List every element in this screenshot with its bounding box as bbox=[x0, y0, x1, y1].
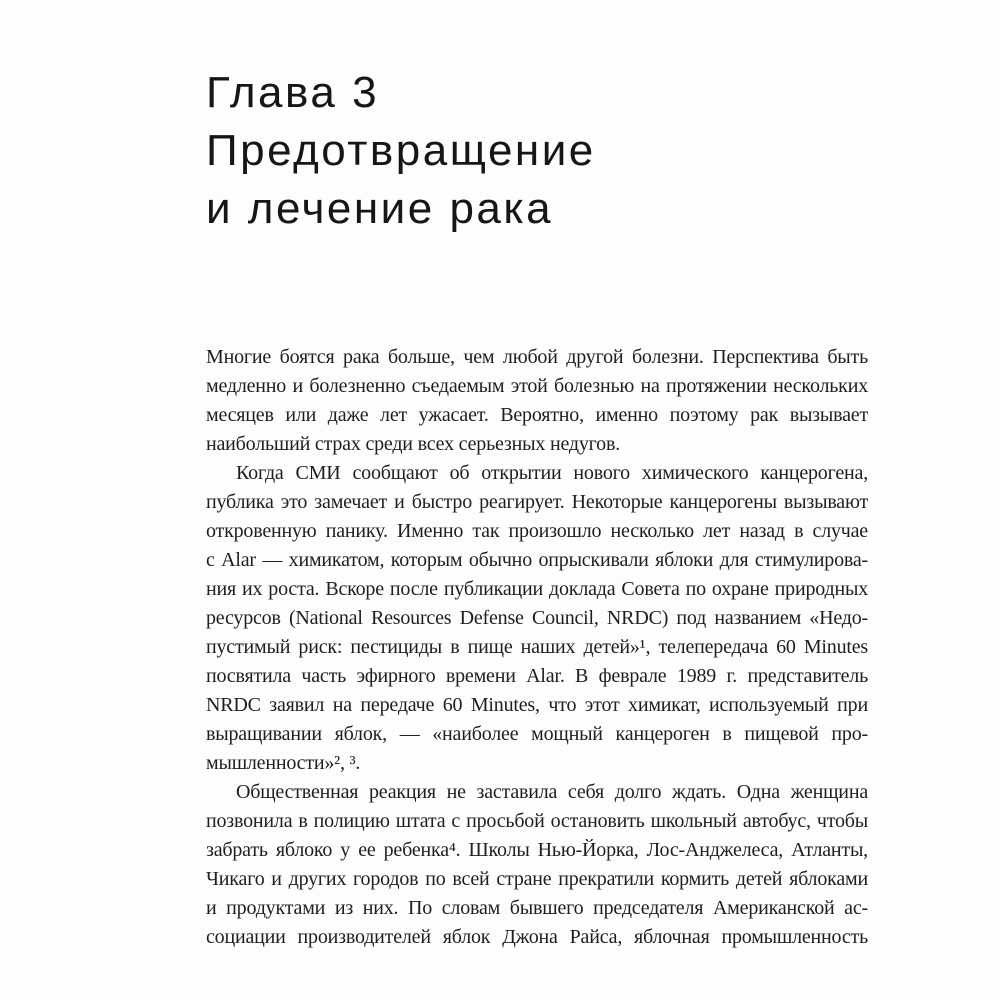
text-line: Многие боятся рака больше, чем любой другой болезни. Перспектива быть bbox=[206, 346, 868, 368]
text-line: медленно и болезненно съедаемым этой болезнью на протяжении нескольких bbox=[206, 375, 868, 397]
text-line: мышленности»², ³. bbox=[206, 752, 361, 774]
text-line: и продуктами из них. По словам бывшего председателя Американской ас- bbox=[206, 897, 868, 919]
text-line: Чикаго и других городов по всей стране прекратили кормить детей яблоками bbox=[206, 868, 868, 890]
text-line: публика это замечает и быстро реагирует. Некоторые канцерогены вызывают bbox=[206, 491, 868, 513]
text-line: пустимый риск: пестициды в пище наших детей»¹, телепередача 60 Minutes bbox=[206, 636, 868, 658]
text-line: NRDC заявил на передаче 60 Minutes, что этот химикат, используемый при bbox=[206, 694, 868, 716]
text-line: месяцев или даже лет ужасает. Вероятно, именно поэтому рак вызывает bbox=[206, 404, 868, 426]
text-line: забрать яблоко у ее ребенка⁴. Школы Нью-Йорка, Лос-Анджелеса, Атланты, bbox=[206, 839, 868, 861]
body-text bbox=[206, 343, 868, 952]
chapter-heading bbox=[206, 64, 868, 238]
paragraph bbox=[206, 459, 868, 778]
text-line: ресурсов (National Resources Defense Council, NRDC) под названием «Недо- bbox=[206, 607, 868, 629]
text-line: Когда СМИ сообщают об открытии нового химического канцерогена, bbox=[236, 462, 868, 484]
text-line: ния их роста. Вскоре после публикации доклада Совета по охране природных bbox=[206, 578, 868, 600]
text-line: выращивании яблок, — «наиболее мощный канцероген в пищевой про- bbox=[206, 723, 868, 745]
text-line: откровенную панику. Именно так произошло несколько лет назад в случае bbox=[206, 520, 868, 542]
paragraph bbox=[206, 778, 868, 952]
chapter-heading-line: и лечение рака bbox=[206, 184, 554, 233]
paragraph bbox=[206, 343, 868, 459]
text-line: посвятила часть эфирного времени Alar. В феврале 1989 г. представитель bbox=[206, 665, 868, 687]
text-line: социации производителей яблок Джона Райса, яблочная промышленность bbox=[206, 926, 868, 948]
text-line: позвонила в полицию штата с просьбой остановить школьный автобус, чтобы bbox=[206, 810, 868, 832]
text-line: наибольший страх среди всех серьезных недугов. bbox=[206, 433, 620, 455]
text-line: Общественная реакция не заставила себя долго ждать. Одна женщина bbox=[236, 781, 868, 803]
chapter-heading-line: Глава 3 bbox=[206, 68, 380, 117]
text-line: с Alar — химикатом, которым обычно опрыскивали яблоки для стимулирова- bbox=[206, 549, 868, 571]
chapter-heading-line: Предотвращение bbox=[206, 126, 596, 175]
